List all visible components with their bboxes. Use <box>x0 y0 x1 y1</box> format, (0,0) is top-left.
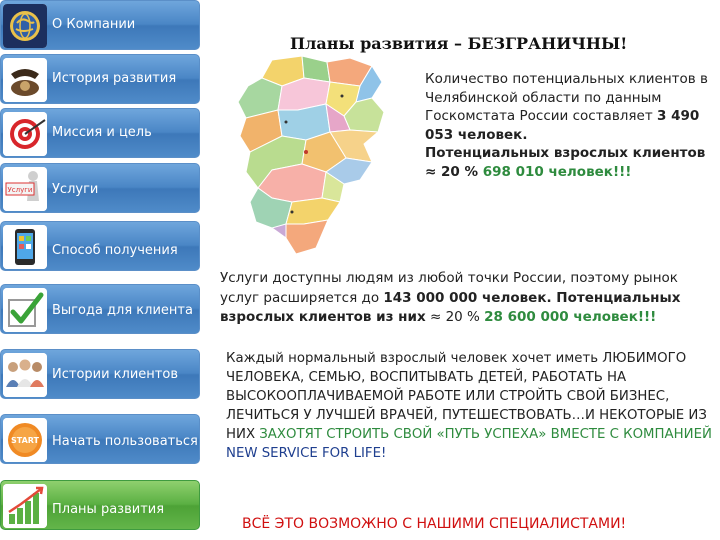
svg-text:START: START <box>10 436 40 445</box>
market-percent: ≈ 20 % <box>425 309 485 325</box>
growth-chart-icon <box>3 484 47 528</box>
sidebar-item-delivery[interactable] <box>0 221 200 271</box>
checkmark-icon <box>3 288 47 332</box>
globe-logo-icon <box>3 4 47 48</box>
sidebar-item-client-stories[interactable] <box>0 349 200 399</box>
sidebar-item-label: Миссия и цель <box>52 125 152 140</box>
sidebar-item-label: Начать пользоваться <box>52 434 198 449</box>
closing-statement: ВСЁ ЭТО ВОЗМОЖНО С НАШИМИ СПЕЦИАЛИСТАМИ! <box>242 516 627 532</box>
market-number: 143 000 000 человек. Потенциальных взрослых клиентов из них <box>220 289 681 325</box>
stats-adult-number: 698 010 человек!!! <box>482 163 632 180</box>
people-group-icon <box>3 353 47 397</box>
sidebar-item-label: Услуги <box>52 182 99 197</box>
page-title: Планы развития – БЕЗГРАНИЧНЫ! <box>290 34 628 53</box>
sidebar-item-benefit[interactable] <box>0 284 200 334</box>
sidebar-item-about[interactable] <box>0 0 200 50</box>
stats-adult-label: Потенциальных взрослых клиентов ≈ 20 % <box>425 145 706 180</box>
sidebar-item-get-started[interactable] <box>0 414 200 464</box>
stats-text <box>425 70 717 182</box>
market-text: Услуги доступны людям из любой точки России, поэтому рынок услуг расширяется до <box>220 270 678 306</box>
aspiration-paragraph <box>226 349 716 464</box>
sidebar-nav <box>0 0 200 540</box>
sidebar-item-mission[interactable] <box>0 108 200 158</box>
market-paragraph <box>220 269 715 328</box>
sidebar-item-plans[interactable] <box>0 480 200 530</box>
sidebar-item-label: Способ получения <box>52 243 178 258</box>
stats-region-text: Количество потенциальных клиентов в Челябинской области по данным Госкомстата России составляет <box>425 71 709 125</box>
market-highlight: 28 600 000 человек!!! <box>484 309 657 325</box>
region-map <box>232 52 397 259</box>
sidebar-item-services[interactable] <box>0 163 200 213</box>
smartphone-icon <box>3 225 47 269</box>
target-icon <box>3 112 47 156</box>
sidebar-item-label: О Компании <box>52 17 136 32</box>
company-name: NEW SERVICE FOR LIFE! <box>226 446 387 462</box>
start-button-icon <box>3 418 47 462</box>
vintage-telephone-icon <box>3 58 47 102</box>
sidebar-item-label: Выгода для клиента <box>52 303 193 318</box>
sidebar-item-label: История развития <box>52 71 177 86</box>
person-with-sign-icon <box>3 167 47 211</box>
sidebar-item-history[interactable] <box>0 54 200 104</box>
aspiration-highlight: ЗАХОТЯТ СТРОИТЬ СВОЙ «ПУТЬ УСПЕХА» ВМЕСТЕ С КОМПАНИЕЙ <box>259 427 712 443</box>
svg-text:Услуги: Услуги <box>7 186 33 194</box>
stats-region-number: 3 490 053 человек. <box>425 108 700 143</box>
sidebar-item-label: Планы развития <box>52 502 165 517</box>
sidebar-item-label: Истории клиентов <box>52 367 178 382</box>
aspiration-text: Каждый нормальный взрослый человек хочет иметь ЛЮБИМОГО ЧЕЛОВЕКА, СЕМЬЮ, ВОСПИТЫВАТЬ ДЕТЕЙ, РАБОТАТЬ НА ВЫСОКООПЛАЧИВАЕМОЙ РАБОТЕ ИЛИ СТРОЙТЬ СВОЙ БИЗНЕС, ЛЕЧИТЬСЯ У ЛУЧШЕЙ ВРАЧЕЙ, ПУТЕШЕСТВОВАТЬ…И НЕКОТОРЫЕ ИЗ НИХ <box>226 351 707 443</box>
